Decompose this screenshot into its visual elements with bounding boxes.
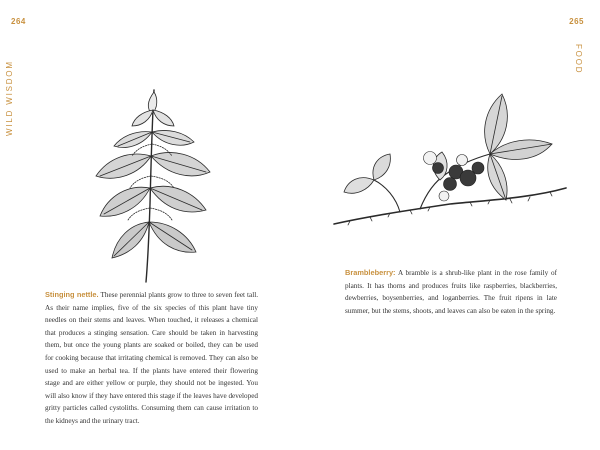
running-head-right: FOOD [574, 44, 583, 75]
entry-term: Brambleberry: [345, 268, 396, 277]
stinging-nettle-drawing [72, 84, 232, 284]
page-number-right: 265 [569, 17, 584, 26]
entry-body: These perennial plants grow to three to seven feet tall. As their name implies, five of the six species of this plant have tiny needles on their stems and leaves. When touched, it releases a chemical that produces a stinging sensation. Care should be taken in harvesting them, but once the young plants are soaked or boiled, they can be used for cooking because that irritating chemical is removed. They can also be used to make an herbal tea. If the plants have entered their flowering stage and are either yellow or purple, they should not be ingested. You will also know if they have entered this stage if the leaves have developed gritty particles called cystoliths. Consuming them can cause irritation to the kidneys and the urinary tract. [45, 291, 259, 425]
page-number-left: 264 [11, 17, 26, 26]
stinging-nettle-entry [45, 289, 258, 428]
brambleberry-drawing [330, 84, 570, 234]
brambleberry-illustration [330, 84, 570, 234]
entry-term: Stinging nettle. [45, 290, 99, 299]
entry-body: A bramble is a shrub-like plant in the rose family of plants. It has thorns and produces fruits like raspberries, blackberries, dewberries, boysenberries, and loganberries. The fruit ripens in late summer, but the stems, shoots, and leaves can also be eaten in the spring. [345, 269, 557, 315]
brambleberry-entry [345, 267, 557, 317]
running-head-left: WILD WISDOM [5, 60, 14, 136]
stinging-nettle-illustration [72, 84, 232, 284]
